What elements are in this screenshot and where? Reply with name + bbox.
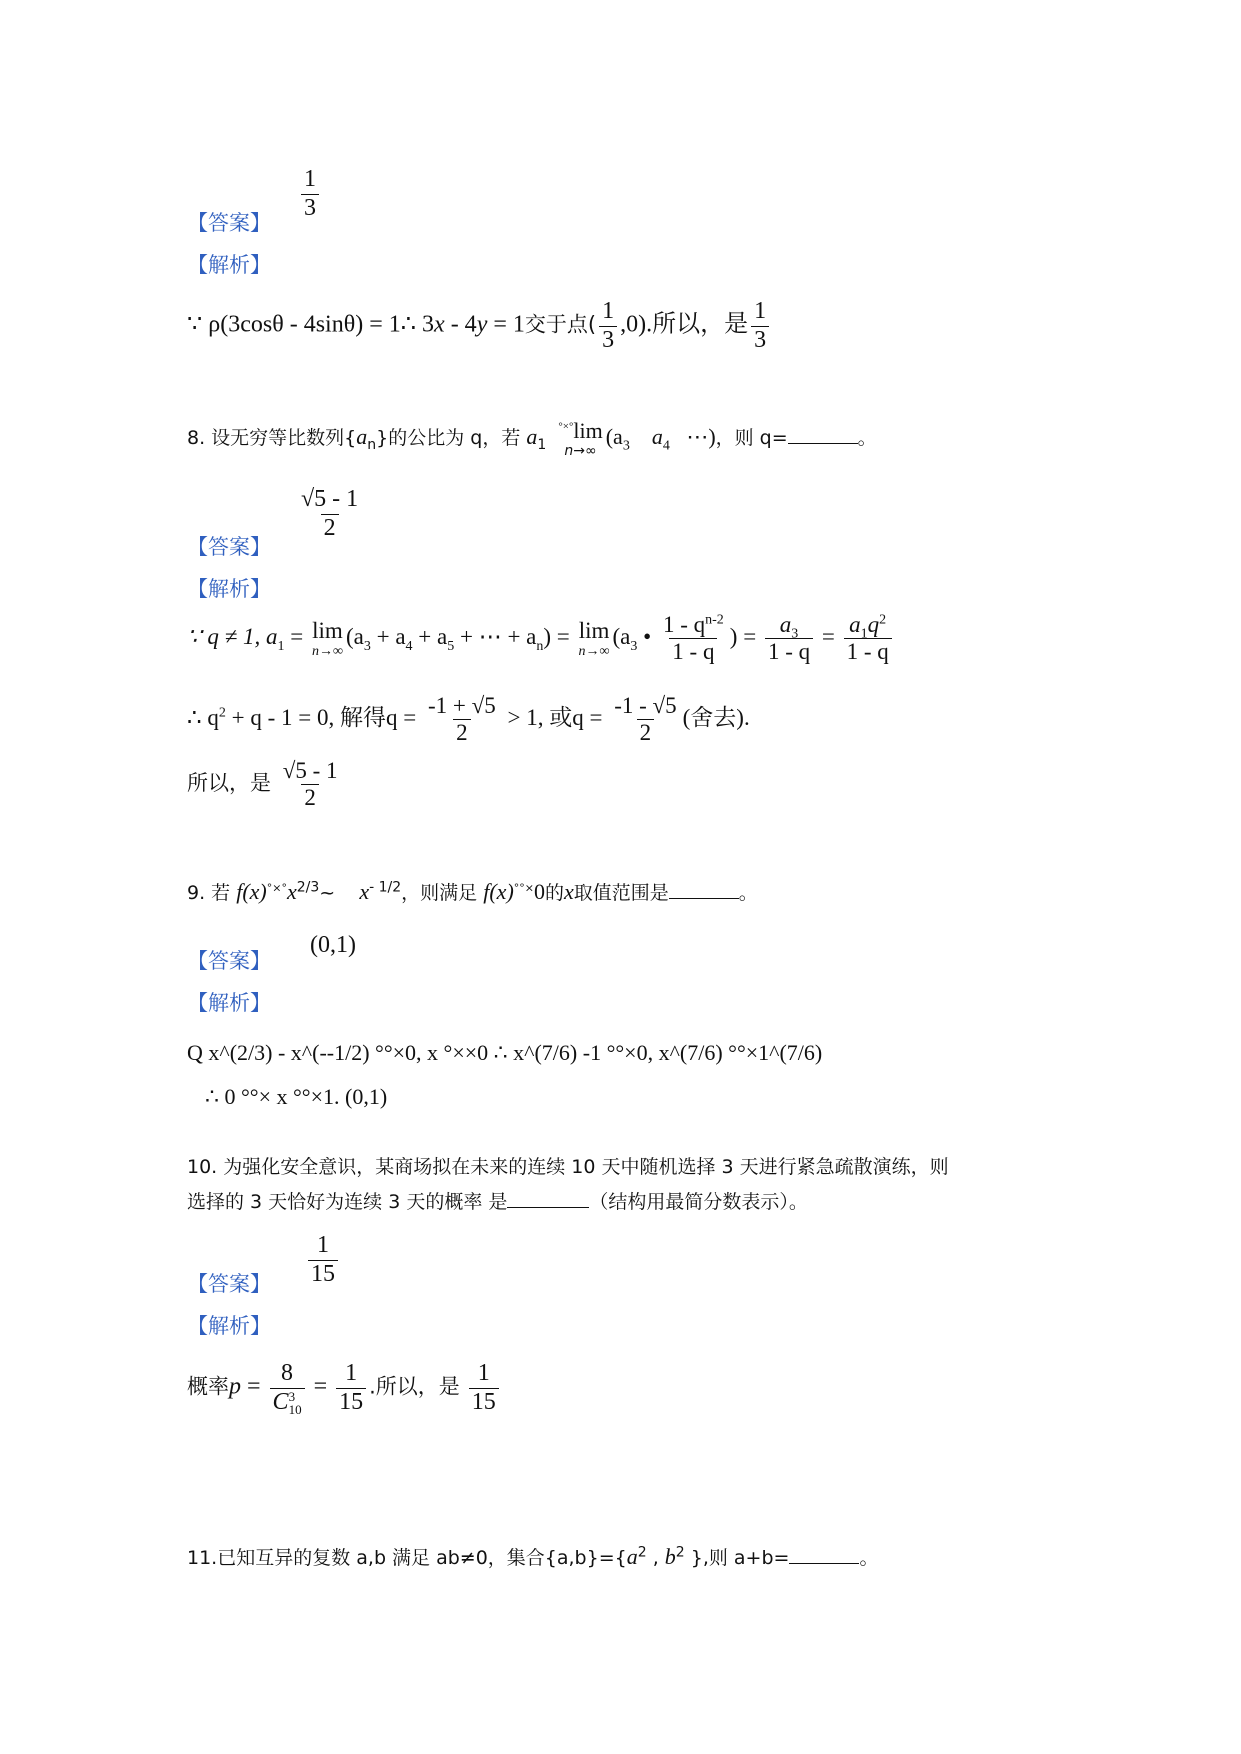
p10-answer-fraction: $\frac{1}{15}$ [305,1232,341,1288]
p8-solution-line3: 所以，是 $\frac{√5 - 1}{2}$ [187,758,338,811]
p9-solution-line1: Q x^(2/3) - x^(--1/2) °°×0, x °××0 ∴ x^(7/6) -1 °°×0, x^(7/6) °°×1^(7/6) [187,1040,823,1065]
analysis-label: 【解析】 [187,991,271,1015]
p10-solution: 概率p = 8 C 3 10 = $\frac{1}{15}$ .所以，是 $\frac{1}{15}$ [187,1360,502,1416]
analysis-label: 【解析】 [187,1314,271,1338]
answer-label: 【答案】 [187,949,271,973]
p8-solution-line2: ∴ $q^2 + q - 1 = 0$, 解得q = $\frac{-1 + √5}{2}$ > 1, 或q = $\frac{-1 - √5}{2}$ (舍去). [187,693,750,746]
blank [789,1547,859,1564]
analysis-label: 【解析】 [187,577,271,601]
answer-label: 【答案】 [187,211,271,235]
p7-solution: ∵ ρ(3cosθ - 4sinθ) = 1∴ 3x - 4y = 1交于点( $\frac{1}{3}$ ,0).所以，是 $\frac{1}{3}$ [187,298,772,354]
p8-question: 8. 设无穷等比数列$\{a_n\}$的公比为 q，若 $a_1$ °×°lim n→∞ ($a_3$ $a_4$ ⋯)，则 q= 。 [187,418,877,460]
p7-answer-fraction: $\frac{1}{3}$ [298,166,322,222]
answer-label: 【答案】 [187,1272,271,1296]
blank [507,1191,589,1208]
blank [669,882,739,899]
blank [788,427,858,444]
p10-question-line2: 选择的 3 天恰好为连续 3 天的概率 是 （结构用最简分数表示）。 [187,1191,808,1213]
p9-question: 9. 若 $f(x)^{^\circ\times^\circ}x^{2/3}\sim$ $x^{- 1/2}$，则满足 f(x)°°×0的x取值范围是 。 [187,879,758,904]
p9-answer: (0,1) [310,932,356,958]
p11-question: 11.已知互异的复数 a,b 满足 ab≠0，集合$\{a,b\}=\{a^2$ , $b^2$ },则 a+b= 。 [187,1544,879,1569]
p10-question-line1: 10. 为强化安全意识，某商场拟在未来的连续 10 天中随机选择 3 天进行紧急疏散演练，则 [187,1156,949,1178]
p8-answer-fraction: $\frac{√5 - 1}{2}$ [301,486,359,541]
analysis-label: 【解析】 [187,253,271,277]
p9-solution-line2: ∴ 0 °°× x °°×1. (0,1) [205,1084,388,1109]
p8-solution-line1: ∵ q ≠ 1, $a_1$ = lim n→∞ ($a_3 + a_4 + a_5$ + ⋯ + $a_n$) = lim n→∞ ($a_3$ • $\frac{1 - q^{n-2}}{1 - q}$ ) = $\frac{a_3}{1 - q}$ = $\frac{a_1q^2}{1 - q}$ [187,612,895,666]
answer-label: 【答案】 [187,535,271,559]
